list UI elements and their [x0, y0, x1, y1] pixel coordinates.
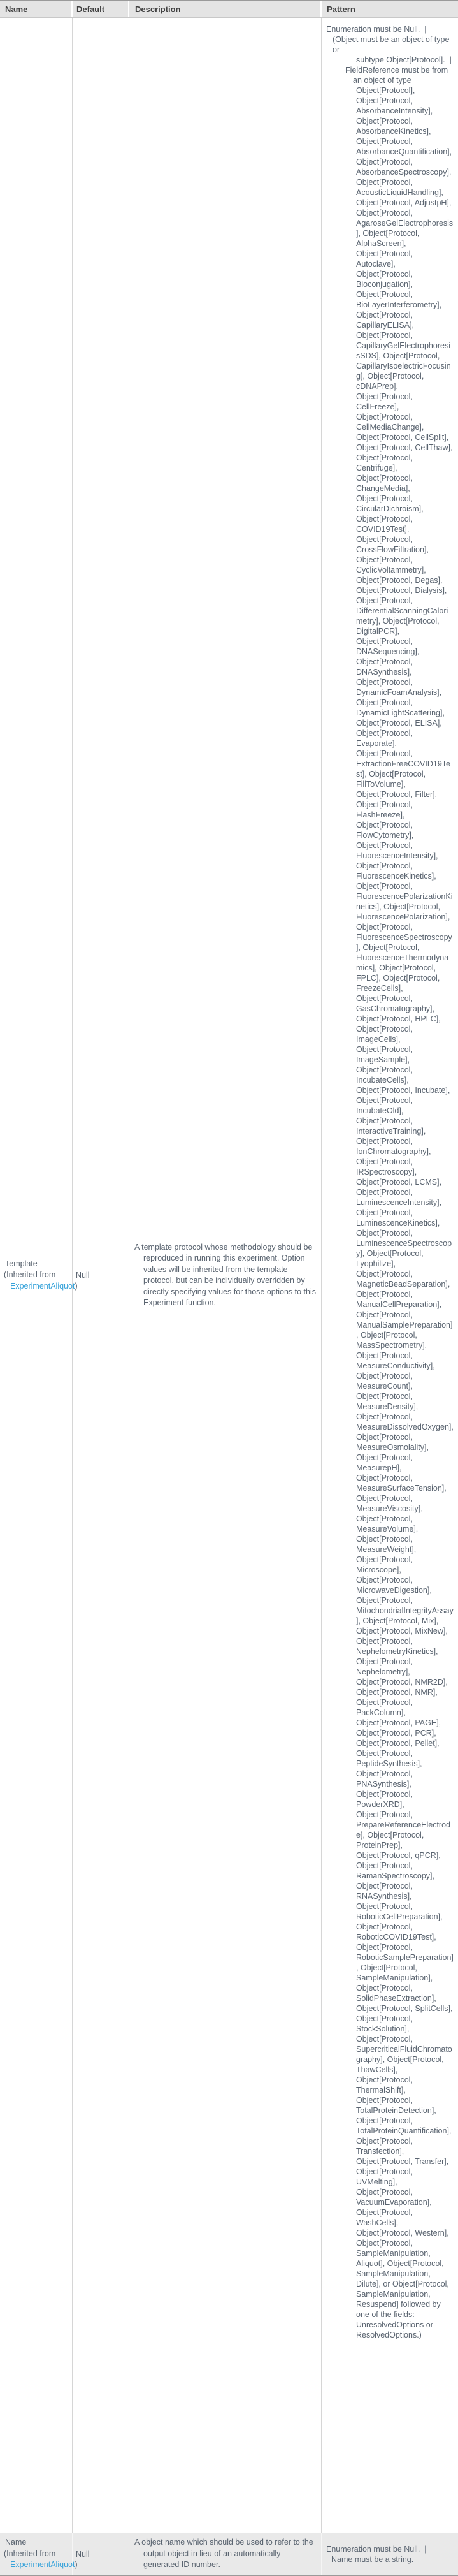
inherited-from-source	[10, 2559, 78, 2571]
template-description-cell	[129, 18, 322, 2533]
pattern-line: an object of type	[353, 75, 411, 85]
pattern-line: (Object must be an object of type or	[333, 34, 452, 54]
column-header-pattern: Pattern	[322, 1, 458, 17]
name-default-cell	[73, 2533, 129, 2575]
table-row-name	[0, 2533, 458, 2575]
template-pattern-cell	[322, 18, 458, 2533]
template-default-cell	[73, 18, 129, 2533]
link-suffix: )	[75, 2560, 78, 2570]
pattern-line: FieldReference must be from	[345, 65, 448, 75]
pattern-line: Enumeration must be Null. |	[326, 24, 427, 34]
column-header-default: Default	[73, 1, 129, 17]
inherited-from-label: (Inherited from	[4, 2549, 56, 2558]
table-row-template	[0, 18, 458, 2533]
default-value: Null	[76, 1271, 90, 1280]
link-suffix: )	[75, 1281, 78, 1291]
table-header-row	[0, 1, 458, 18]
pattern-protocol-list: Object[Protocol], Object[Protocol, AbsorbanceIntensity], Object[Protocol, AbsorbanceKinetics], Object[Protocol, AbsorbanceQuantification], Object[Protocol, AbsorbanceSpectroscopy], Object[Protocol, AcousticLiquidHandling], Object[Protocol, AdjustpH], Object[Protocol, AgaroseGelElectrophoresis], Object[Protocol, AlphaScreen], Object[Protocol, Autoclave], Object[Protocol, Bioconjugation], Object[Protocol, BioLayerInterferometry], Object[Protocol, CapillaryELISA], Object[Protocol, CapillaryGelElectrophoresisSDS], Object[Protocol, CapillaryIsoelectricFocusing], Object[Protocol, cDNAPrep], Object[Protocol, CellFreeze], Object[Protocol, CellMediaChange], Object[Protocol, CellSplit], Object[Protocol, CellThaw], Object[Protocol, Centrifuge], Object[Protocol, ChangeMedia], Object[Protocol, CircularDichroism], Object[Protocol, COVID19Test], Object[Protocol, CrossFlowFiltration], Object[Protocol, CyclicVoltammetry], Object[Protocol, Degas], Object[Protocol, Dialysis], Object[Protocol, DifferentialScanningCalorimetry], Object[Protocol, DigitalPCR], Object[Protocol, DNASequencing], Object[Protocol, DNASynthesis], Object[Protocol, DynamicFoamAnalysis], Object[Protocol, DynamicLightScattering], Object[Protocol, ELISA], Object[Protocol, Evaporate], Object[Protocol, ExtractionFreeCOVID19Test], Object[Protocol, FillToVolume], Object[Protocol, Filter], Object[Protocol, FlashFreeze], Object[Protocol, FlowCytometry], Object[Protocol, FluorescenceIntensity], Object[Protocol, FluorescenceKinetics], Object[Protocol, FluorescencePolarizationKinetics], Object[Protocol, FluorescencePolarization], Object[Protocol, FluorescenceSpectroscopy], Object[Protocol, FluorescenceThermodynamics], Object[Protocol, FPLC], Object[Protocol, FreezeCells], Object[Protocol, GasChromatography], Object[Protocol, HPLC], Object[Protocol, ImageCells], Object[Protocol, ImageSample], Object[Protocol, IncubateCells], Object[Protocol, Incubate], Object[Protocol, IncubateOld], Object[Protocol, InteractiveTraining], Object[Protocol, IonChromatography], Object[Protocol, IRSpectroscopy], Object[Protocol, LCMS], Object[Protocol, LuminescenceIntensity], Object[Protocol, LuminescenceKinetics], Object[Protocol, LuminescenceSpectroscopy], Object[Protocol, Lyophilize], Object[Protocol, MagneticBeadSeparation], Object[Protocol, ManualCellPreparation], Object[Protocol, ManualSamplePreparation], Object[Protocol, MassSpectrometry], Object[Protocol, MeasureConductivity], Object[Protocol, MeasureCount], Object[Protocol, MeasureDensity], Object[Protocol, MeasureDissolvedOxygen], Object[Protocol, MeasureOsmolality], Object[Protocol, MeasurepH], Object[Protocol, MeasureSurfaceTension], Object[Protocol, MeasureViscosity], Object[Protocol, MeasureVolume], Object[Protocol, MeasureWeight], Object[Protocol, Microscope], Object[Protocol, MicrowaveDigestion], Object[Protocol, MitochondrialIntegrityAssay], Object[Protocol, Mix], Object[Protocol, MixNew], Object[Protocol, NephelometryKinetics], Object[Protocol, Nephelometry], Object[Protocol, NMR2D], Object[Protocol, NMR], Object[Protocol, PackColumn], Object[Protocol, PAGE], Object[Protocol, PCR], Object[Protocol, Pellet], Object[Protocol, PeptideSynthesis], Object[Protocol, PNASynthesis], Object[Protocol, PowderXRD], Object[Protocol, PrepareReferenceElectrode], Object[Protocol, ProteinPrep], Object[Protocol, qPCR], Object[Protocol, RamanSpectroscopy], Object[Protocol, RNASynthesis], Object[Protocol, RoboticCellPreparation], Object[Protocol, RoboticCOVID19Test], Object[Protocol, RoboticSamplePreparation], Object[Protocol, SampleManipulation], Object[Protocol, SolidPhaseExtraction], Object[Protocol, SplitCells], Object[Protocol, StockSolution], Object[Protocol, SupercriticalFluidChromatography], Object[Protocol, ThawCells], Object[Protocol, ThermalShift], Object[Protocol, TotalProteinDetection], Object[Protocol, TotalProteinQuantification], Object[Protocol, Transfection], Object[Protocol, Transfer], Object[Protocol, UVMelting], Object[Protocol, VacuumEvaporation], Object[Protocol, WashCells], Object[Protocol, Western], Object[Protocol, SampleManipulation, Aliquot], Object[Protocol, SampleManipulation, Dilute], or Object[Protocol, SampleManipulation, Resuspend] followed by one of the fields: UnresolvedOptions or ResolvedOptions.)	[356, 85, 454, 2339]
experiment-aliquot-link[interactable]: ExperimentAliquot	[10, 2560, 75, 2570]
description-text: A template protocol whose methodology should be reproduced in running this experiment. Option values will be inherited from the template protocol, but can be individually overridden by directly specifying values for those options to this Experiment function.	[134, 1242, 316, 1307]
inherited-from-label: (Inherited from	[4, 1270, 56, 1280]
pattern-line: Name must be a string.	[331, 2554, 414, 2564]
column-header-description: Description	[129, 1, 322, 17]
name-pattern-cell	[322, 2533, 458, 2575]
name-description-cell	[129, 2533, 322, 2575]
name-name-cell	[0, 2533, 78, 2575]
default-value: Null	[76, 2549, 90, 2559]
pattern-line: subtype Object[Protocol]. |	[356, 55, 452, 64]
pattern-line: Enumeration must be Null. |	[326, 2544, 427, 2554]
column-header-name: Name	[0, 1, 73, 17]
description-text: A object name which should be used to refer to the output object in lieu of an automatically generated ID number.	[134, 2538, 313, 2570]
experiment-aliquot-link[interactable]: ExperimentAliquot	[10, 1281, 75, 1291]
template-name-cell	[0, 18, 78, 2533]
inherited-from-source	[10, 1281, 78, 1292]
option-name: Name	[5, 2538, 27, 2547]
option-name: Template	[5, 1259, 38, 1268]
